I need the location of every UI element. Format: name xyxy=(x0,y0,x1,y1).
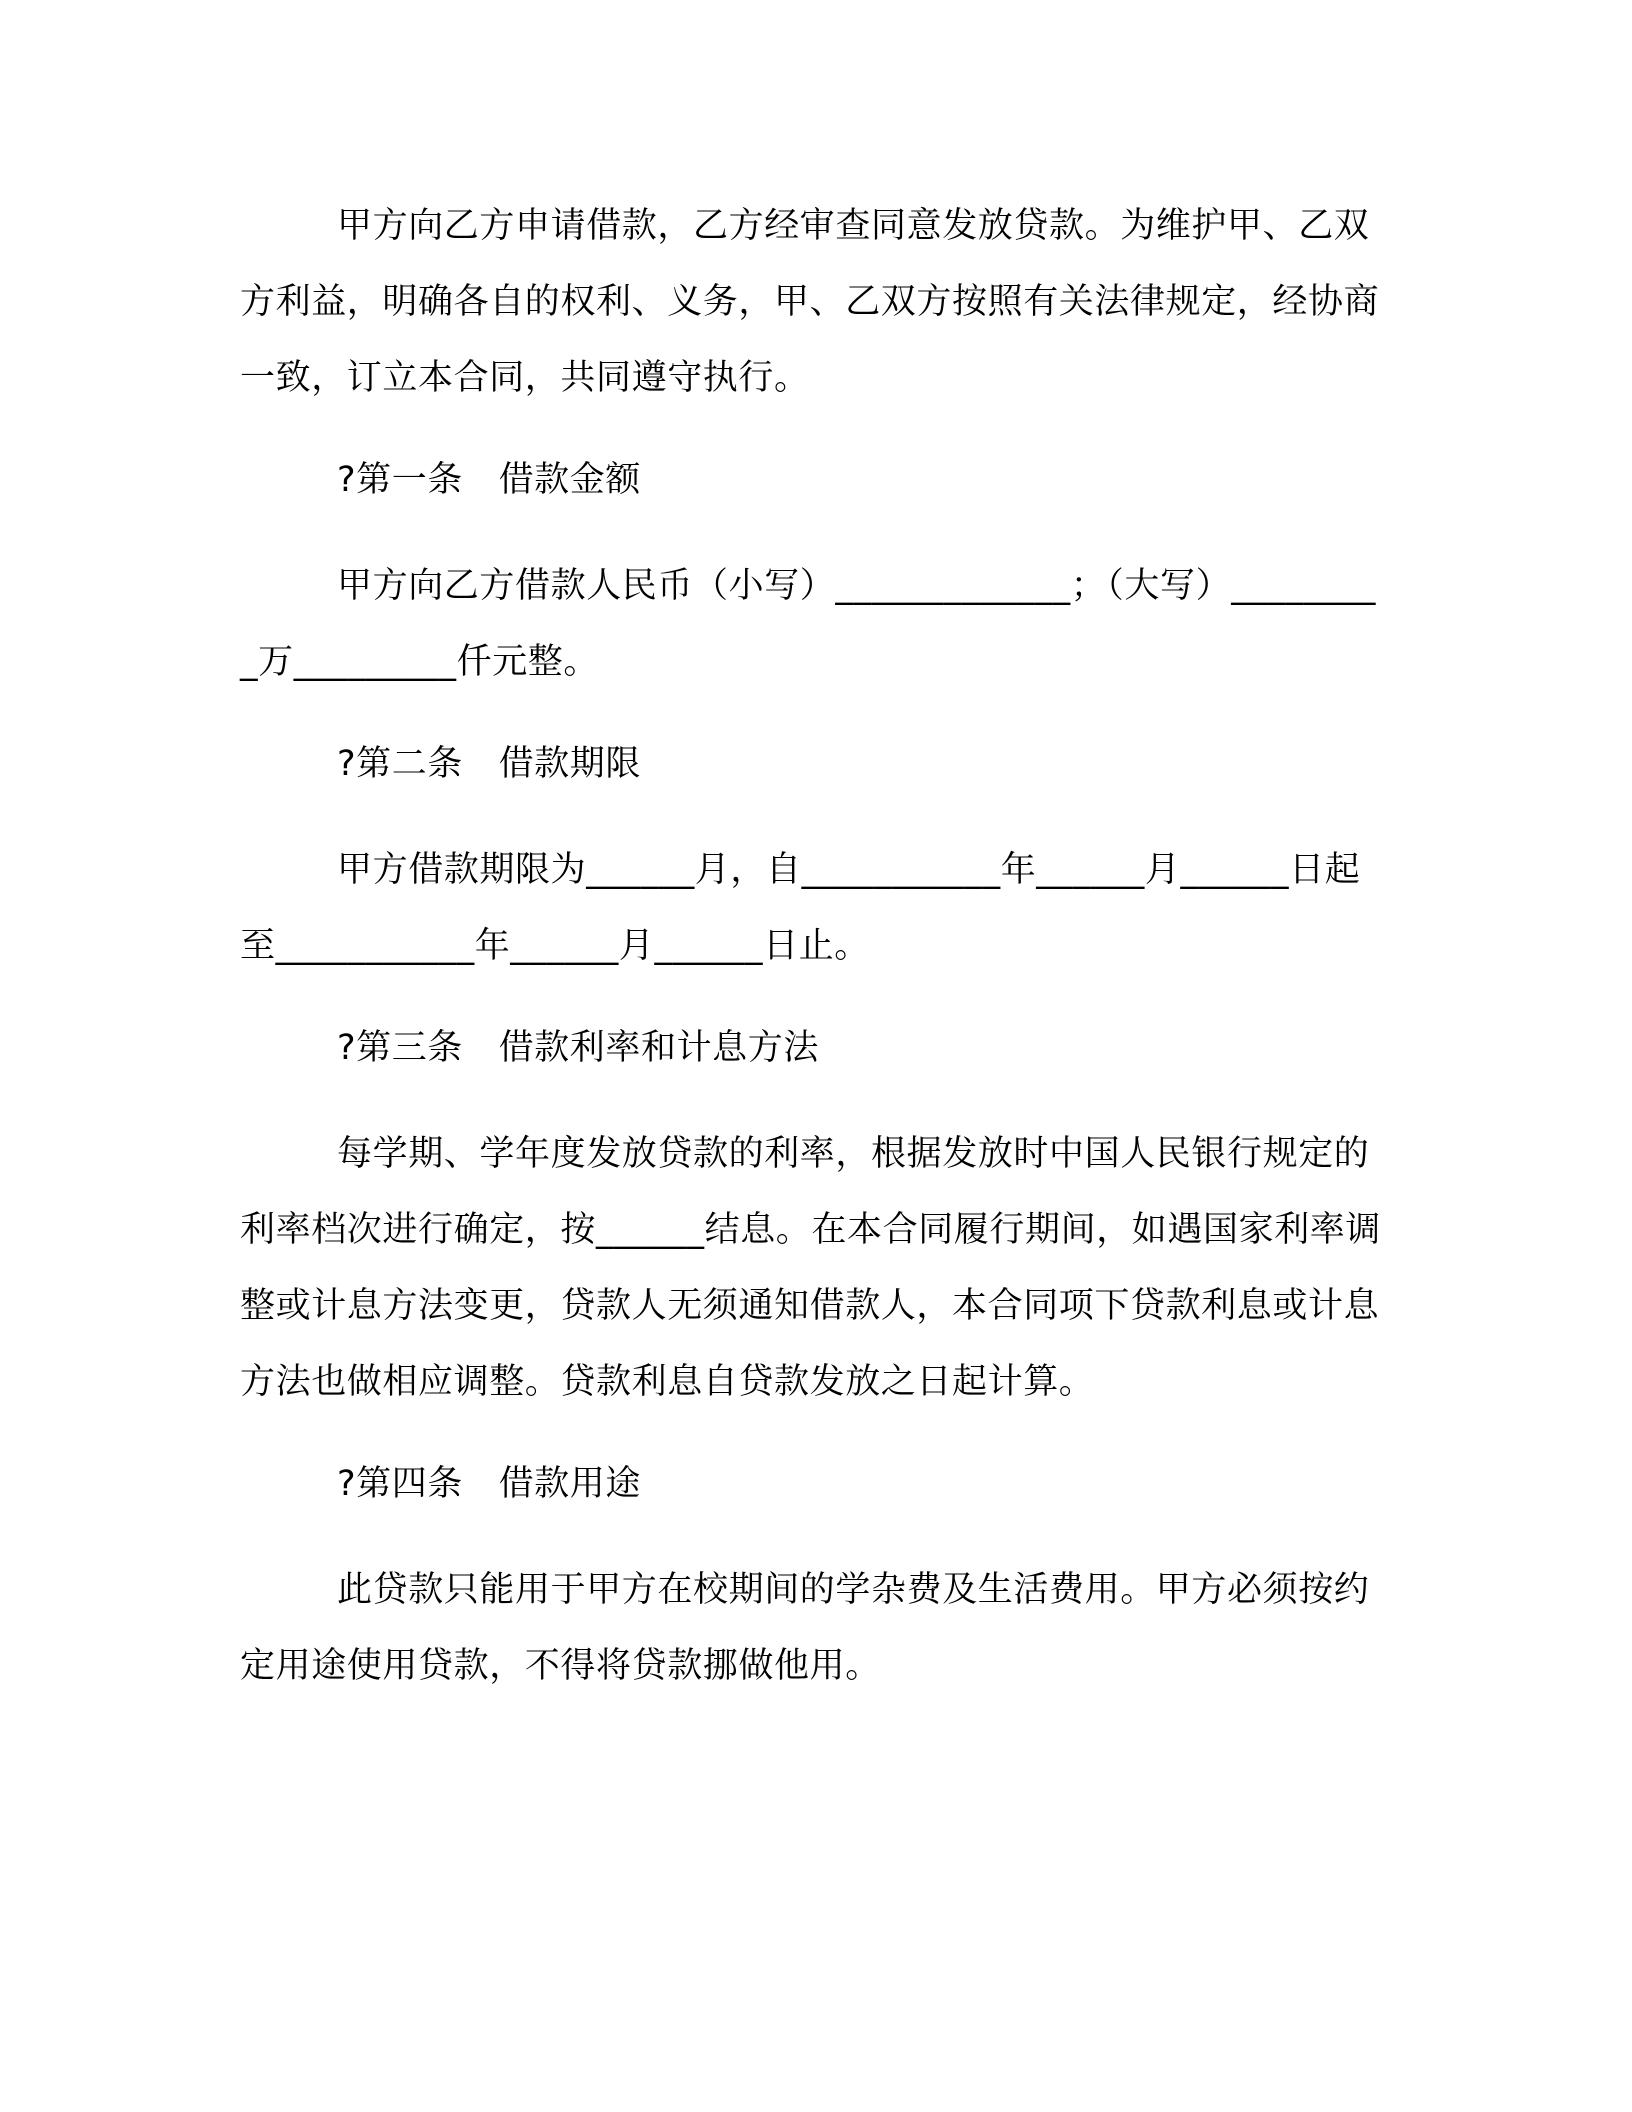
document-body xyxy=(240,188,1390,1704)
article-3-heading: ?第三条 借款利率和计息方法 xyxy=(337,1028,819,1068)
article-4-body: 此贷款只能用于甲方在校期间的学杂费及生活费用。甲方必须按约定用途使用贷款，不得将贷款挪做他用。 xyxy=(240,1570,1370,1686)
article-3-body: 每学期、学年度发放贷款的利率，根据发放时中国人民银行规定的利率档次进行确定，按______结息。在本合同履行期间，如遇国家利率调整或计息方法变更，贷款人无须通知借款人，本合同项下贷款利息或计息方法也做相应调整。贷款利息自贷款发放之日起计算。 xyxy=(240,1134,1382,1402)
article-1-heading: ?第一条 借款金额 xyxy=(337,460,641,500)
article-4-heading: ?第四条 借款用途 xyxy=(337,1464,641,1504)
article-1-body: 甲方向乙方借款人民币（小写）_____________；（大写）_________万_________仟元整。 xyxy=(240,566,1377,682)
article-2-body: 甲方借款期限为______月，自___________年______月______日起至___________年______月______日止。 xyxy=(240,850,1361,966)
preamble-paragraph: 甲方向乙方申请借款，乙方经审查同意发放贷款。为维护甲、乙双方利益，明确各自的权利、义务，甲、乙双方按照有关法律规定，经协商一致，订立本合同，共同遵守执行。 xyxy=(240,206,1380,398)
article-2-heading: ?第二条 借款期限 xyxy=(337,744,641,784)
